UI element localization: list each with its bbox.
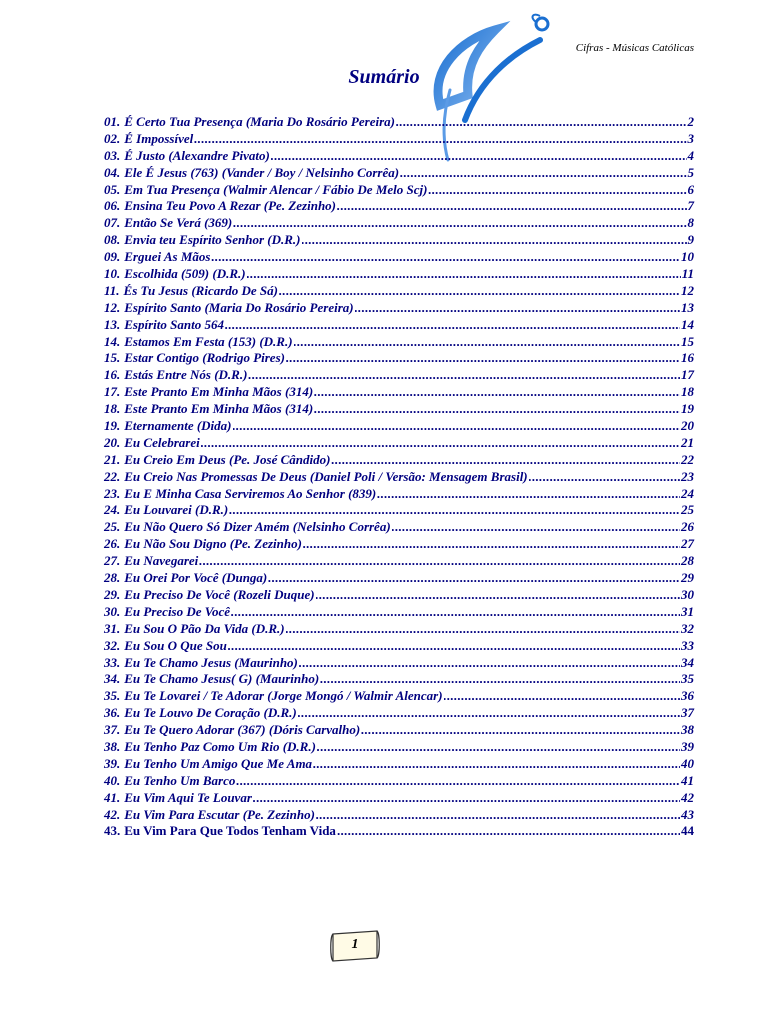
- toc-entry-title: Espírito Santo (Maria Do Rosário Pereira): [124, 299, 354, 315]
- toc-entry[interactable]: [104, 114, 694, 131]
- toc-entry[interactable]: [104, 232, 694, 249]
- toc-entry-number: 02.: [104, 130, 121, 146]
- toc-leader-dots: [314, 384, 680, 400]
- toc-entry-title: Eu Vim Para Que Todos Tenham Vida: [124, 823, 336, 839]
- toc-entry-page: 13: [681, 299, 694, 315]
- toc-entry-number: 32.: [104, 637, 121, 653]
- toc-entry-number: 40.: [104, 772, 121, 788]
- toc-entry-page: 39: [681, 738, 694, 754]
- toc-entry[interactable]: [104, 266, 694, 283]
- toc-entry-number: 11.: [104, 282, 120, 298]
- toc-entry-title: É Certo Tua Presença (Maria Do Rosário Pereira): [124, 114, 395, 129]
- toc-entry-page: 22: [681, 451, 694, 467]
- toc-entry[interactable]: [104, 621, 694, 638]
- toc-entry[interactable]: [104, 249, 694, 266]
- toc-entry-title: Eu Não Sou Digno (Pe. Zezinho): [124, 536, 302, 552]
- toc-entry-number: 42.: [104, 806, 121, 822]
- toc-entry-page: 26: [681, 519, 694, 535]
- toc-entry[interactable]: [104, 401, 694, 418]
- toc-entry-page: 37: [681, 705, 694, 721]
- toc-entry-title: Este Pranto Em Minha Mãos (314): [124, 401, 314, 417]
- toc-entry[interactable]: [104, 350, 694, 367]
- toc-entry-title: Eu Vim Para Escutar (Pe. Zezinho): [124, 806, 315, 822]
- toc-entry-page: 40: [681, 755, 694, 771]
- toc-entry-title: Eu Te Chamo Jesus( G) (Maurinho): [124, 671, 320, 687]
- toc-entry[interactable]: [104, 148, 694, 165]
- toc-entry[interactable]: [104, 486, 694, 503]
- toc-leader-dots: [248, 367, 680, 383]
- toc-leader-dots: [428, 182, 686, 198]
- toc-leader-dots: [211, 249, 680, 265]
- toc-entry[interactable]: [104, 435, 694, 452]
- toc-entry-page: 9: [687, 232, 694, 248]
- toc-entry-page: 27: [681, 536, 694, 552]
- toc-leader-dots: [320, 671, 680, 687]
- toc-entry[interactable]: [104, 638, 694, 655]
- toc-entry-title: Eu Te Quero Adorar (367) (Dóris Carvalho): [124, 722, 361, 738]
- toc-entry-page: 17: [681, 367, 694, 383]
- toc-entry-page: 2: [687, 114, 694, 129]
- toc-leader-dots: [286, 621, 680, 637]
- toc-leader-dots: [396, 114, 687, 130]
- toc-entry-number: 06.: [104, 198, 121, 214]
- toc-entry-title: Eu Sou O Pão Da Vida (D.R.): [124, 620, 285, 636]
- toc-leader-dots: [199, 553, 680, 569]
- toc-entry-number: 26.: [104, 536, 121, 552]
- toc-entry-title: Eternamente (Dida): [124, 418, 232, 434]
- toc-entry-page: 41: [681, 772, 694, 788]
- toc-entry-title: Ensina Teu Povo A Rezar (Pe. Zezinho): [124, 198, 337, 214]
- toc-leader-dots: [316, 587, 680, 603]
- toc-entry[interactable]: [104, 655, 694, 672]
- toc-entry[interactable]: [104, 519, 694, 536]
- toc-entry[interactable]: [104, 317, 694, 334]
- toc-entry[interactable]: [104, 165, 694, 182]
- toc-entry-title: Então Se Verá (369): [124, 215, 233, 231]
- toc-entry-title: É Justo (Alexandre Pivato): [124, 147, 270, 163]
- toc-entry-page: 16: [681, 350, 694, 366]
- toc-entry[interactable]: [104, 823, 694, 840]
- toc-entry-page: 43: [681, 806, 694, 822]
- toc-entry-page: 23: [681, 468, 694, 484]
- toc-leader-dots: [314, 401, 680, 417]
- toc-leader-dots: [247, 266, 681, 282]
- toc-entry-number: 01.: [104, 114, 121, 129]
- toc-entry-number: 41.: [104, 789, 121, 805]
- toc-entry-page: 44: [681, 823, 694, 839]
- toc-entry-title: Eu Tenho Paz Como Um Rio (D.R.): [124, 738, 316, 754]
- page-number: 1: [351, 937, 359, 952]
- toc-leader-dots: [229, 502, 680, 518]
- toc-leader-dots: [299, 655, 680, 671]
- toc-entry-page: 7: [687, 198, 694, 214]
- toc-entry-number: 20.: [104, 434, 121, 450]
- toc-entry-number: 34.: [104, 671, 121, 687]
- toc-entry[interactable]: [104, 418, 694, 435]
- toc-leader-dots: [337, 823, 680, 839]
- toc-entry-page: 8: [687, 215, 694, 231]
- toc-entry[interactable]: [104, 570, 694, 587]
- toc-entry[interactable]: [104, 536, 694, 553]
- toc-entry-number: 36.: [104, 705, 121, 721]
- toc-entry-page: 14: [681, 316, 694, 332]
- toc-leader-dots: [529, 469, 680, 485]
- toc-entry-page: 28: [681, 553, 694, 569]
- toc-entry[interactable]: [104, 283, 694, 300]
- toc-entry-title: Eu Não Quero Só Dizer Amém (Nelsinho Corrêa): [124, 519, 391, 535]
- toc-entry-page: 34: [681, 654, 694, 670]
- toc-leader-dots: [201, 435, 680, 451]
- header-source-label: Cifras - Músicas Católicas: [575, 42, 694, 54]
- toc-entry-number: 30.: [104, 603, 121, 619]
- toc-entry-title: Eu Te Louvo De Coração (D.R.): [124, 705, 297, 721]
- toc-entry-title: Eu Te Chamo Jesus (Maurinho): [124, 654, 298, 670]
- toc-entry-title: Eu Navegarei: [124, 553, 199, 569]
- toc-entry[interactable]: [104, 604, 694, 621]
- toc-leader-dots: [377, 486, 680, 502]
- toc-leader-dots: [279, 283, 680, 299]
- toc-leader-dots: [231, 604, 680, 620]
- toc-entry-page: 38: [681, 722, 694, 738]
- toc-leader-dots: [355, 300, 680, 316]
- toc-entry-page: 11: [681, 266, 694, 282]
- toc-entry-number: 35.: [104, 688, 121, 704]
- toc-leader-dots: [253, 790, 680, 806]
- toc-leader-dots: [225, 317, 680, 333]
- toc-entry-page: 15: [681, 333, 694, 349]
- toc-leader-dots: [298, 705, 680, 721]
- toc-leader-dots: [286, 350, 680, 366]
- toc-entry-title: Eu Celebrarei: [124, 434, 200, 450]
- toc-entry[interactable]: [104, 705, 694, 722]
- toc-entry-number: 14.: [104, 333, 121, 349]
- toc-entry-number: 37.: [104, 722, 121, 738]
- toc-entry-number: 25.: [104, 519, 121, 535]
- table-of-contents: [104, 114, 694, 840]
- toc-entry-page: 32: [681, 620, 694, 636]
- toc-entry-number: 43.: [104, 823, 121, 839]
- toc-entry[interactable]: [104, 182, 694, 199]
- page-title: Sumário: [348, 66, 420, 88]
- toc-entry-title: Estar Contigo (Rodrigo Pires): [124, 350, 285, 366]
- toc-leader-dots: [444, 688, 680, 704]
- toc-entry-title: Eu Sou O Que Sou: [124, 637, 227, 653]
- toc-entry-number: 15.: [104, 350, 121, 366]
- toc-entry[interactable]: [104, 367, 694, 384]
- toc-entry-title: Eu Tenho Um Barco: [124, 772, 236, 788]
- toc-entry-title: Erguei As Mãos: [124, 249, 211, 265]
- toc-entry[interactable]: [104, 790, 694, 807]
- toc-entry-number: 38.: [104, 738, 121, 754]
- toc-leader-dots: [233, 215, 686, 231]
- toc-entry-page: 19: [681, 401, 694, 417]
- toc-entry-title: Eu Vim Aqui Te Louvar: [124, 789, 252, 805]
- toc-leader-dots: [316, 807, 680, 823]
- toc-entry-number: 05.: [104, 181, 121, 197]
- toc-entry-page: 4: [687, 147, 694, 163]
- toc-leader-dots: [317, 739, 680, 755]
- toc-leader-dots: [294, 334, 680, 350]
- toc-entry-number: 29.: [104, 586, 121, 602]
- toc-leader-dots: [392, 519, 680, 535]
- toc-entry-number: 31.: [104, 620, 121, 636]
- toc-entry-title: Eu Tenho Um Amigo Que Me Ama: [124, 755, 313, 771]
- toc-entry[interactable]: [104, 722, 694, 739]
- toc-entry-number: 24.: [104, 502, 121, 518]
- toc-entry[interactable]: [104, 131, 694, 148]
- toc-entry-number: 22.: [104, 468, 121, 484]
- toc-entry[interactable]: [104, 807, 694, 824]
- toc-entry-page: 5: [687, 164, 694, 180]
- toc-entry-number: 10.: [104, 266, 121, 282]
- toc-leader-dots: [400, 165, 686, 181]
- toc-leader-dots: [337, 198, 686, 214]
- toc-entry-title: Este Pranto Em Minha Mãos (314): [124, 384, 314, 400]
- toc-leader-dots: [302, 232, 687, 248]
- toc-entry-number: 07.: [104, 215, 121, 231]
- toc-entry-number: 17.: [104, 384, 121, 400]
- toc-leader-dots: [361, 722, 680, 738]
- toc-entry-number: 04.: [104, 164, 121, 180]
- toc-entry-number: 33.: [104, 654, 121, 670]
- toc-entry-title: Espírito Santo 564: [124, 316, 224, 332]
- toc-entry-title: Escolhida (509) (D.R.): [124, 266, 246, 282]
- toc-entry-number: 18.: [104, 401, 121, 417]
- toc-leader-dots: [331, 452, 680, 468]
- toc-leader-dots: [271, 148, 687, 164]
- toc-entry-number: 09.: [104, 249, 121, 265]
- toc-entry-title: Eu E Minha Casa Serviremos Ao Senhor (839): [124, 485, 377, 501]
- toc-entry-title: Estás Entre Nós (D.R.): [124, 367, 248, 383]
- toc-entry[interactable]: [104, 671, 694, 688]
- toc-entry-page: 3: [687, 130, 694, 146]
- toc-entry-page: 29: [681, 570, 694, 586]
- toc-entry-title: Eu Preciso De Você (Rozeli Duque): [124, 586, 315, 602]
- toc-entry[interactable]: [104, 756, 694, 773]
- toc-entry[interactable]: [104, 452, 694, 469]
- toc-entry[interactable]: [104, 773, 694, 790]
- toc-entry-title: Envia teu Espírito Senhor (D.R.): [124, 232, 301, 248]
- toc-entry-title: Eu Louvarei (D.R.): [124, 502, 229, 518]
- toc-leader-dots: [236, 773, 680, 789]
- toc-entry[interactable]: [104, 587, 694, 604]
- toc-entry[interactable]: [104, 469, 694, 486]
- toc-entry-page: 36: [681, 688, 694, 704]
- toc-entry[interactable]: [104, 198, 694, 215]
- toc-leader-dots: [268, 570, 680, 586]
- toc-entry[interactable]: [104, 553, 694, 570]
- toc-entry-page: 20: [681, 418, 694, 434]
- toc-entry-title: É Impossível: [124, 130, 194, 146]
- toc-entry-title: Ele É Jesus (763) (Vander / Boy / Nelsinho Corrêa): [124, 164, 400, 180]
- toc-entry-page: 12: [681, 282, 694, 298]
- toc-entry-number: 13.: [104, 316, 121, 332]
- toc-entry-page: 21: [681, 434, 694, 450]
- toc-entry-title: Eu Te Lovarei / Te Adorar (Jorge Mongó / Walmir Alencar): [124, 688, 443, 704]
- toc-entry[interactable]: [104, 300, 694, 317]
- toc-entry-number: 16.: [104, 367, 121, 383]
- toc-entry-title: És Tu Jesus (Ricardo De Sá): [123, 282, 278, 298]
- toc-entry-number: 39.: [104, 755, 121, 771]
- toc-entry-page: 30: [681, 586, 694, 602]
- toc-entry[interactable]: [104, 688, 694, 705]
- toc-entry-title: Eu Preciso De Você: [124, 603, 231, 619]
- toc-entry-page: 18: [681, 384, 694, 400]
- toc-entry-page: 35: [681, 671, 694, 687]
- toc-entry-page: 33: [681, 637, 694, 653]
- toc-entry-number: 23.: [104, 485, 121, 501]
- toc-entry[interactable]: [104, 215, 694, 232]
- toc-entry-page: 42: [681, 789, 694, 805]
- toc-entry-title: Em Tua Presença (Walmir Alencar / Fábio De Melo Scj): [124, 181, 428, 197]
- toc-leader-dots: [303, 536, 680, 552]
- toc-leader-dots: [194, 131, 686, 147]
- toc-entry-page: 10: [681, 249, 694, 265]
- toc-entry-page: 25: [681, 502, 694, 518]
- toc-entry-title: Eu Orei Por Você (Dunga): [124, 570, 268, 586]
- toc-leader-dots: [233, 418, 681, 434]
- toc-entry-page: 6: [687, 181, 694, 197]
- toc-leader-dots: [313, 756, 680, 772]
- toc-entry-number: 27.: [104, 553, 121, 569]
- toc-entry-number: 21.: [104, 451, 121, 467]
- toc-entry[interactable]: [104, 739, 694, 756]
- toc-entry[interactable]: [104, 334, 694, 351]
- toc-entry-number: 28.: [104, 570, 121, 586]
- toc-leader-dots: [228, 638, 680, 654]
- toc-entry-number: 08.: [104, 232, 121, 248]
- toc-entry-number: 12.: [104, 299, 121, 315]
- toc-entry-title: Estamos Em Festa (153) (D.R.): [124, 333, 293, 349]
- toc-entry-number: 03.: [104, 147, 121, 163]
- toc-entry-title: Eu Creio Em Deus (Pe. José Cândido): [124, 451, 331, 467]
- toc-entry[interactable]: [104, 384, 694, 401]
- toc-entry[interactable]: [104, 502, 694, 519]
- toc-entry-number: 19.: [104, 418, 121, 434]
- toc-entry-page: 24: [681, 485, 694, 501]
- toc-entry-page: 31: [681, 603, 694, 619]
- toc-entry-title: Eu Creio Nas Promessas De Deus (Daniel Poli / Versão: Mensagem Brasil): [124, 468, 528, 484]
